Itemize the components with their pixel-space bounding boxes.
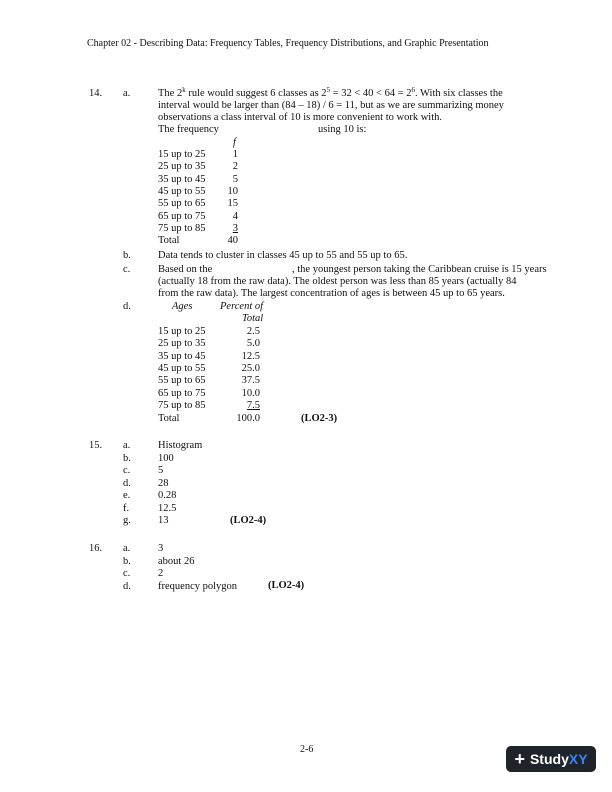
table-row-value: 3: [232, 222, 238, 234]
table-row-value: 12.5: [241, 350, 260, 362]
q14-a-line3: observations a class interval of 10 is more convenient to work with.: [158, 112, 443, 123]
table-row-label: 15 up to 25: [158, 149, 206, 160]
q14-a-line4-post: using 10 is:: [318, 124, 367, 135]
list-item-text: Histogram: [158, 440, 203, 451]
q14-a-line2: interval would be larger than (84 – 18) / 6 = 11, but as we are summarizing money: [158, 100, 504, 111]
q14-lo-tag: (LO2-3): [301, 413, 338, 424]
list-item-text: 3: [158, 543, 164, 554]
list-item-letter: f.: [123, 502, 130, 514]
list-item-letter: b.: [123, 452, 131, 464]
table-row-label: 25 up to 35: [158, 338, 206, 350]
table-row-value: 10.0: [241, 387, 260, 399]
table-row-value: 10: [227, 185, 238, 197]
list-item-letter: a.: [123, 543, 131, 554]
question-number-15: 15.: [89, 440, 103, 451]
q14-a-line4-pre: The frequency: [158, 124, 219, 135]
q14-d-total-label: Total: [158, 413, 180, 424]
q14-d-col-ages: Ages: [172, 301, 193, 312]
q14-a-letter: a.: [123, 88, 131, 99]
table-row-value: 5: [232, 173, 238, 185]
list-item-text: 12.5: [158, 502, 177, 514]
table-row-label: 35 up to 45: [158, 173, 206, 185]
list-item-text: about 26: [158, 555, 195, 567]
list-item-text: 13: [158, 515, 169, 526]
list-item-letter: b.: [123, 555, 131, 567]
q15-lo-tag: (LO2-4): [230, 515, 267, 526]
table-row-label: 15 up to 25: [158, 326, 206, 337]
q14-c-line2: (actually 18 from the raw data). The oldest person was less than 85 years (actually 84: [158, 276, 517, 287]
q14-d-total-value: 100.0: [236, 413, 260, 424]
list-item-letter: d.: [123, 477, 131, 489]
list-item-text: 28: [158, 477, 169, 489]
list-item-text: 5: [158, 465, 164, 476]
list-item-letter: g.: [123, 515, 131, 526]
page-header: Chapter 02 - Describing Data: Frequency Tables, Frequency Distributions, and Graphic Presentation: [87, 38, 489, 49]
list-item-text: frequency polygon: [158, 580, 238, 592]
list-item-letter: a.: [123, 440, 131, 451]
q14-d-col-percent: Percent of: [220, 301, 264, 312]
table-row-value: 37.5: [241, 375, 260, 387]
q14-c-line3: from the raw data). The largest concentration of ages is between 45 up to 65 years.: [158, 288, 505, 299]
table-row-label: 65 up to 75: [158, 210, 206, 222]
question-number-14: 14.: [89, 88, 103, 99]
page-number: 2-6: [300, 744, 314, 755]
table-row-value: 1: [232, 149, 238, 160]
list-item-text: 2: [158, 568, 164, 579]
list-item-letter: e.: [123, 490, 131, 501]
q14-a-line1: The 2$^k$ rule would suggest 6 classes as $2^5 = 32 < 40 < 64 = 2^6$. With six classes the: [158, 86, 503, 99]
table-row-label: 75 up to 85: [158, 399, 206, 411]
table-row-label: 55 up to 65: [158, 198, 206, 210]
q14-c-line1-pre: Based on the: [158, 264, 213, 275]
q14-d-col-total: Total: [242, 313, 264, 324]
brand-xy: XY: [568, 751, 588, 767]
list-item-letter: d.: [123, 580, 131, 592]
table-row-value: 15: [227, 198, 238, 210]
list-item-letter: c.: [123, 465, 131, 476]
q14-c-line1-post: , the youngest person taking the Caribbean cruise is 15 years: [292, 264, 547, 275]
table-row-value: 4: [232, 210, 238, 222]
plus-icon: +: [514, 749, 525, 769]
q16-lo-tag: (LO2-4): [268, 580, 305, 591]
studyxy-badge[interactable]: [506, 746, 596, 772]
brand-study: Study: [529, 751, 569, 767]
table-row-value: 25.0: [241, 362, 260, 374]
q14-d-letter: d.: [123, 301, 131, 312]
list-item-text: 0.28: [158, 490, 177, 501]
q14-c-letter: c.: [123, 264, 131, 275]
list-item-text: 100: [158, 452, 174, 464]
table-row-label: 45 up to 55: [158, 362, 206, 374]
table-row-label: 35 up to 45: [158, 350, 206, 362]
q14-b-letter: b.: [123, 250, 131, 261]
q14-a-total-label: Total: [158, 235, 180, 246]
table-row-label: 65 up to 75: [158, 387, 206, 399]
list-item-letter: c.: [123, 568, 131, 579]
q14-a-col-header: f: [233, 137, 236, 148]
table-row-label: 55 up to 65: [158, 375, 206, 387]
table-row-label: 25 up to 35: [158, 161, 206, 173]
table-row-value: 2.5: [246, 326, 260, 337]
q14-b-text: Data tends to cluster in classes 45 up to 55 and 55 up to 65.: [158, 250, 408, 261]
q14-a-total-value: 40: [227, 235, 238, 246]
table-row-label: 75 up to 85: [158, 222, 206, 234]
table-row-value: 5.0: [246, 338, 260, 350]
table-row-value: 2: [232, 161, 238, 173]
table-row-label: 45 up to 55: [158, 185, 206, 197]
table-row-value: 7.5: [246, 399, 260, 411]
question-number-16: 16.: [89, 543, 103, 554]
